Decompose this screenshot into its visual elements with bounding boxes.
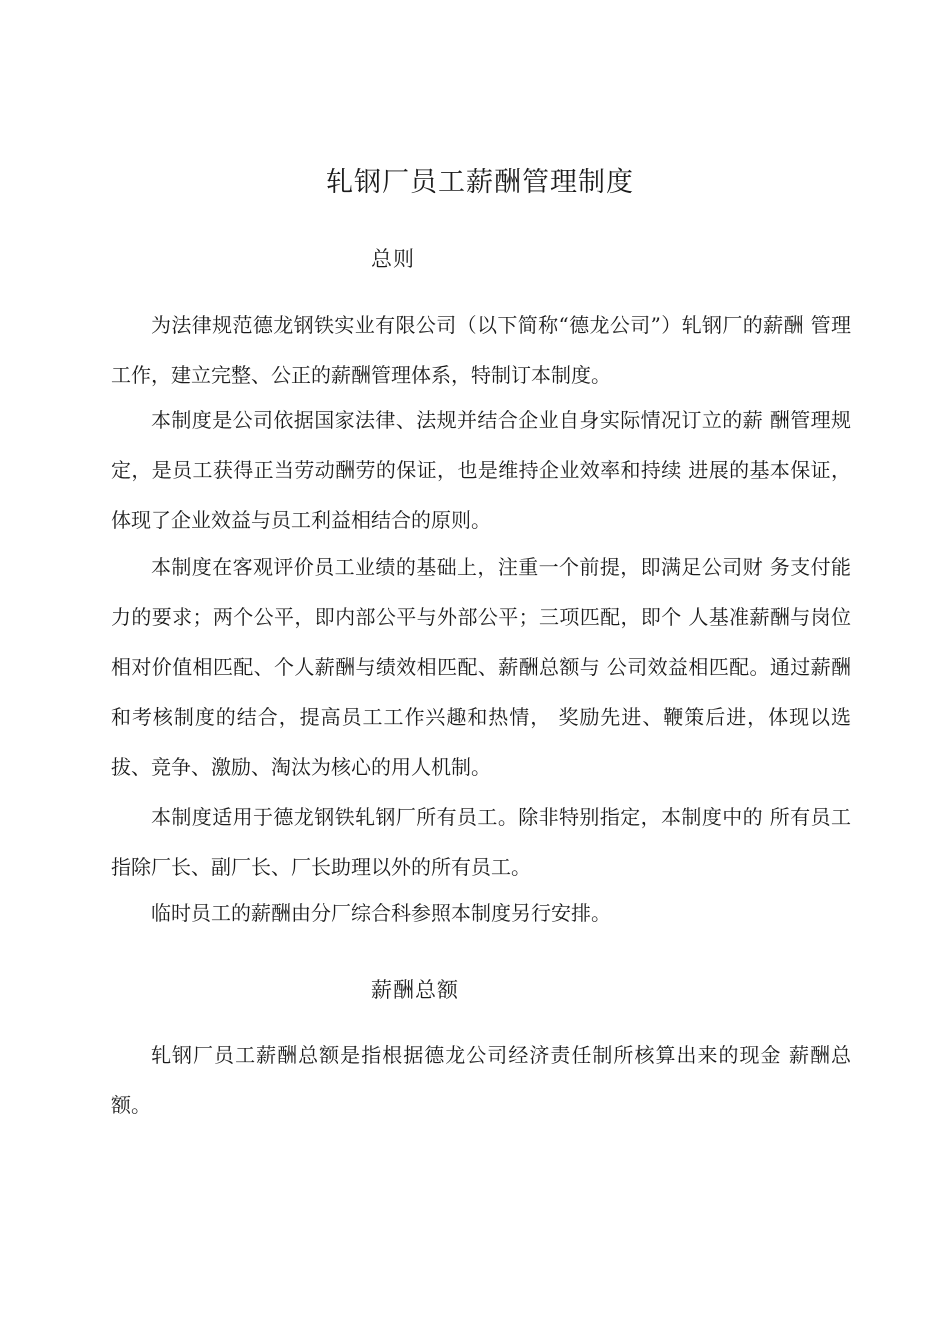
paragraph: 本制度适用于德龙钢铁轧钢厂所有员工。除非特别指定，本制度中的 所有员工指除厂长、副厂长、厂长助理以外的所有员工。 bbox=[111, 805, 851, 879]
section-heading-total-compensation: 薪酬总额 bbox=[371, 978, 459, 1002]
paragraph: 本制度在客观评价员工业绩的基础上，注重一个前提，即满足公司财 务支付能力的要求；两个公平，即内部公平与外部公平；三项匹配，即个 人基准薪酬与岗位相对价值相匹配、个人薪酬与绩效相匹配、薪酬总额与 公司效益相匹配。通过薪酬和考核制度的结合，提高员工工作兴趣和热情， 奖励先进、鞭策后进，体现以选拔、竞争、激励、淘汰为核心的用人机制。 bbox=[111, 555, 851, 779]
section-heading-general: 总则 bbox=[371, 247, 415, 271]
paragraph: 为法律规范德龙钢铁实业有限公司（以下简称“德龙公司”）轧钢厂的薪酬 管理工作，建立完整、公正的薪酬管理体系，特制订本制度。 bbox=[111, 313, 851, 387]
paragraph: 本制度是公司依据国家法律、法规并结合企业自身实际情况订立的薪 酬管理规定，是员工获得正当劳动酬劳的保证，也是维持企业效率和持续 进展的基本保证，体现了企业效益与员工利益相结合的原则。 bbox=[111, 408, 851, 532]
paragraph: 轧钢厂员工薪酬总额是指根据德龙公司经济责任制所核算出来的现金 薪酬总额。 bbox=[111, 1043, 851, 1117]
document-title: 轧钢厂员工薪酬管理制度 bbox=[326, 167, 634, 198]
paragraph: 临时员工的薪酬由分厂综合科参照本制度另行安排。 bbox=[151, 901, 611, 925]
